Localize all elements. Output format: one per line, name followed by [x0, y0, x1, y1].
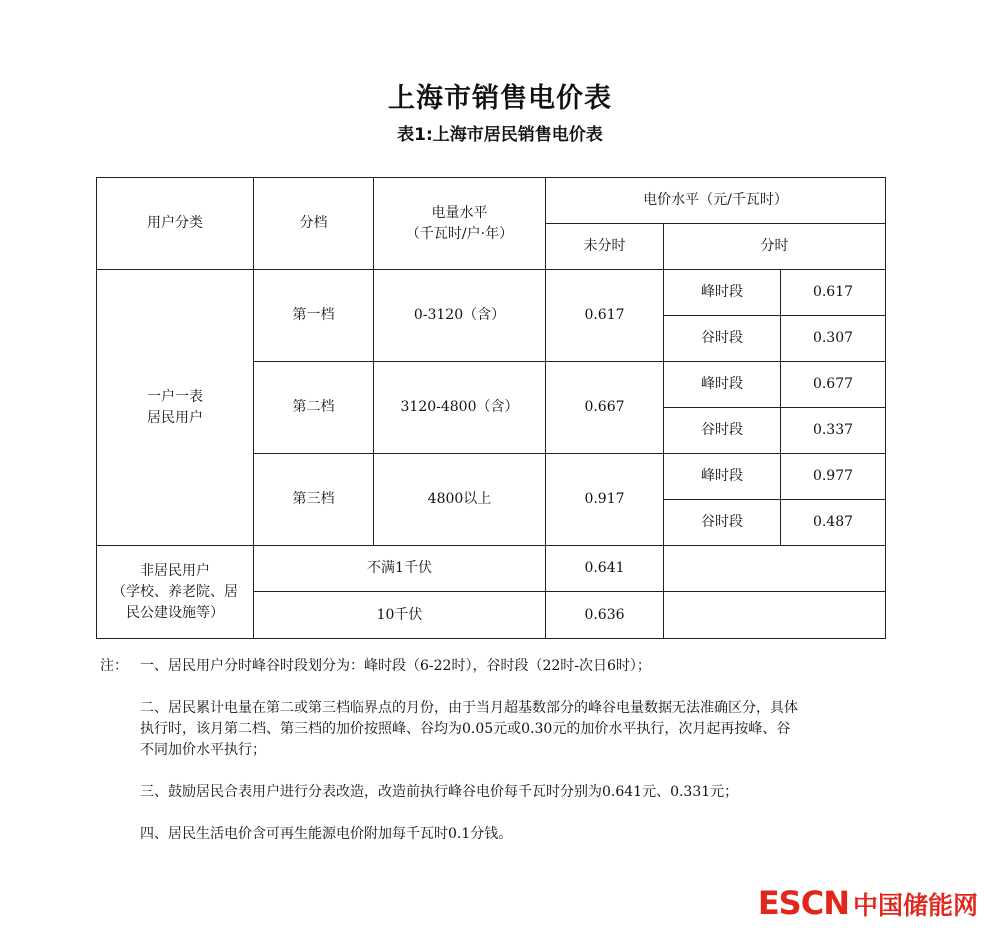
tier-name: 第二档	[254, 362, 374, 454]
note-item: 三、鼓励居民合表用户进行分表改造，改造前执行峰谷电价每千瓦时分别为0.641元、0.331元；	[140, 784, 739, 800]
non-resident-price: 0.636	[546, 592, 664, 639]
tier-price: 0.917	[546, 454, 664, 546]
header-price-level: 电价水平（元/千瓦时）	[546, 178, 886, 224]
note-item: 一、居民用户分时峰谷时段划分为：峰时段（6-22时），谷时段（22时-次日6时）；	[140, 658, 651, 674]
page-title: 上海市销售电价表	[388, 83, 612, 114]
valley-label: 谷时段	[664, 316, 781, 362]
peak-label: 峰时段	[664, 270, 781, 316]
header-volume	[374, 178, 546, 270]
non-resident-category	[97, 546, 254, 639]
voltage-level: 不满1千伏	[254, 546, 546, 592]
resident-category-line2: 居民用户	[147, 409, 203, 426]
header-volume-line2: （千瓦时/户·年）	[405, 225, 514, 242]
empty-cell	[664, 546, 886, 592]
logo-en: ESCN	[757, 884, 849, 922]
header-volume-line1: 电量水平	[431, 204, 488, 221]
peak-label: 峰时段	[664, 454, 781, 500]
header-tou: 分时	[664, 224, 886, 270]
non-resident-category-line2: （学校、养老院、居	[112, 583, 238, 600]
electricity-price-table	[96, 177, 886, 639]
valley-label: 谷时段	[664, 500, 781, 546]
valley-label: 谷时段	[664, 408, 781, 454]
note-item: 二、居民累计电量在第二或第三档临界点的月份，由于当月超基数部分的峰谷电量数据无法准确区分，具体执行时，该月第二档、第三档的加价按照峰、谷均为0.05元或0.30元的加价水平执行，次月起再按峰、谷不同加价水平执行；	[140, 700, 798, 758]
header-tier: 分档	[254, 178, 374, 270]
valley-price: 0.487	[781, 500, 886, 546]
notes-section	[100, 656, 800, 866]
valley-price: 0.337	[781, 408, 886, 454]
note-item: 四、居民生活电价含可再生能源电价附加每千瓦时0.1分钱。	[140, 826, 513, 842]
non-resident-category-line1: 非居民用户	[140, 562, 210, 579]
non-resident-category-line3: 民公建设施等）	[126, 604, 224, 621]
header-non-tou: 未分时	[546, 224, 664, 270]
logo-cn: 中国储能网	[852, 891, 978, 920]
tier-volume: 0-3120（含）	[374, 270, 546, 362]
notes-label: 注：	[100, 658, 128, 674]
table-subtitle: 表1:上海市居民销售电价表	[397, 125, 603, 145]
escn-logo	[758, 884, 978, 922]
tier-name: 第一档	[254, 270, 374, 362]
tier-volume: 4800以上	[374, 454, 546, 546]
tier-price: 0.617	[546, 270, 664, 362]
header-category: 用户分类	[97, 178, 254, 270]
tier-volume: 3120-4800（含）	[374, 362, 546, 454]
empty-cell	[664, 592, 886, 639]
resident-category	[97, 270, 254, 546]
non-resident-price: 0.641	[546, 546, 664, 592]
peak-price: 0.677	[781, 362, 886, 408]
tier-price: 0.667	[546, 362, 664, 454]
voltage-level: 10千伏	[254, 592, 546, 639]
tier-name: 第三档	[254, 454, 374, 546]
peak-label: 峰时段	[664, 362, 781, 408]
resident-category-line1: 一户一表	[147, 388, 203, 405]
valley-price: 0.307	[781, 316, 886, 362]
peak-price: 0.977	[781, 454, 886, 500]
peak-price: 0.617	[781, 270, 886, 316]
